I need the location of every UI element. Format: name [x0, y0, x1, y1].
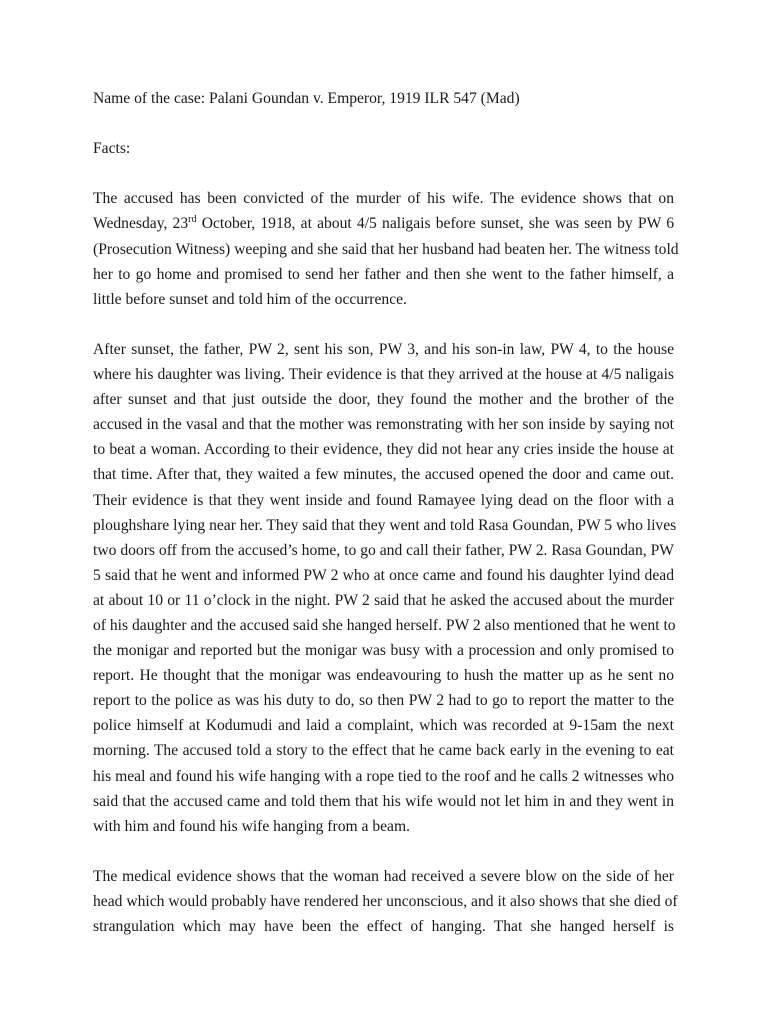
paragraph-line: Their evidence is that they went inside and found Ramayee lying dead on the floor with a: [93, 491, 674, 509]
paragraph-line: 5 said that he went and informed PW 2 who at once came and found his daughter lyind dead: [93, 566, 674, 584]
paragraph-line: After sunset, the father, PW 2, sent his son, PW 3, and his son-in law, PW 4, to the house: [93, 340, 674, 358]
paragraph-line: report. He thought that the monigar was endeavouring to hush the matter up as he sent no: [93, 667, 674, 685]
paragraph-line: (Prosecution Witness) weeping and she said that her husband had beaten her. The witness told: [93, 240, 679, 258]
paragraph-line: The medical evidence shows that the woman had received a severe blow on the side of her: [93, 867, 674, 885]
paragraph-line: head which would probably have rendered her unconscious, and it also shows that she died of: [93, 893, 678, 910]
paragraph-line: strangulation which may have been the effect of hanging. That she hanged herself is: [93, 918, 674, 936]
ordinal-suffix: rd: [188, 214, 197, 226]
facts-paragraph-2: [93, 337, 677, 839]
paragraph-line: two doors off from the accused’s home, to go and call their father, PW 2. Rasa Goundan, PW: [93, 541, 674, 559]
line-text: October, 1918, at about 4/5 naligais before sunset, she was seen by PW 6: [196, 215, 674, 233]
paragraph-line: her to go home and promised to send her father and then she went to the father himself, a: [93, 265, 674, 283]
document-body: [93, 86, 679, 964]
paragraph-line: The accused has been convicted of the murder of his wife. The evidence shows that on: [93, 190, 674, 208]
paragraph-line: morning. The accused told a story to the effect that he came back early in the evening to eat: [93, 742, 674, 760]
paragraph-line: [93, 211, 674, 236]
line-text: Wednesday, 23: [93, 215, 189, 233]
paragraph-line: police himself at Kodumudi and laid a complaint, which was recorded at 9-15am the next: [93, 717, 674, 735]
paragraph-line: said that the accused came and told them that his wife would not let him in and they went in: [93, 792, 674, 810]
paragraph-line: where his daughter was living. Their evidence is that they arrived at the house at 4/5 naligais: [93, 366, 674, 384]
paragraph-line: ploughshare lying near her. They said that they went and told Rasa Goundan, PW 5 who lives: [93, 516, 677, 534]
paragraph-line: the monigar and reported but the monigar was busy with a procession and only promised to: [93, 642, 674, 660]
facts-paragraph-1: [93, 186, 679, 311]
paragraph-line: at about 10 or 11 o’clock in the night. PW 2 said that he asked the accused about the murder: [93, 591, 674, 609]
facts-heading: Facts:: [93, 140, 131, 158]
case-title: Name of the case: Palani Goundan v. Emperor, 1919 ILR 547 (Mad): [93, 90, 520, 107]
facts-paragraph-3: [93, 864, 678, 939]
paragraph-line: accused in the vasal and that the mother was remonstrating with her son inside by saying not: [93, 416, 674, 434]
paragraph-line: report to the police as was his duty to do, so then PW 2 had to go to report the matter to the: [93, 692, 674, 710]
paragraph-line: little before sunset and told him of the occurrence.: [93, 290, 407, 308]
paragraph-line: of his daughter and the accused said she hanged herself. PW 2 also mentioned that he went to: [93, 616, 676, 634]
paragraph-line: after sunset and that just outside the door, they found the mother and the brother of the: [93, 391, 674, 409]
paragraph-line: with him and found his wife hanging from a beam.: [93, 817, 411, 835]
paragraph-line: his meal and found his wife hanging with a rope tied to the roof and he calls 2 witnesses who: [93, 767, 674, 785]
paragraph-line: to beat a woman. According to their evidence, they did not hear any cries inside the house at: [93, 441, 674, 459]
paragraph-line: that time. After that, they waited a few minutes, the accused opened the door and came out.: [93, 466, 674, 484]
